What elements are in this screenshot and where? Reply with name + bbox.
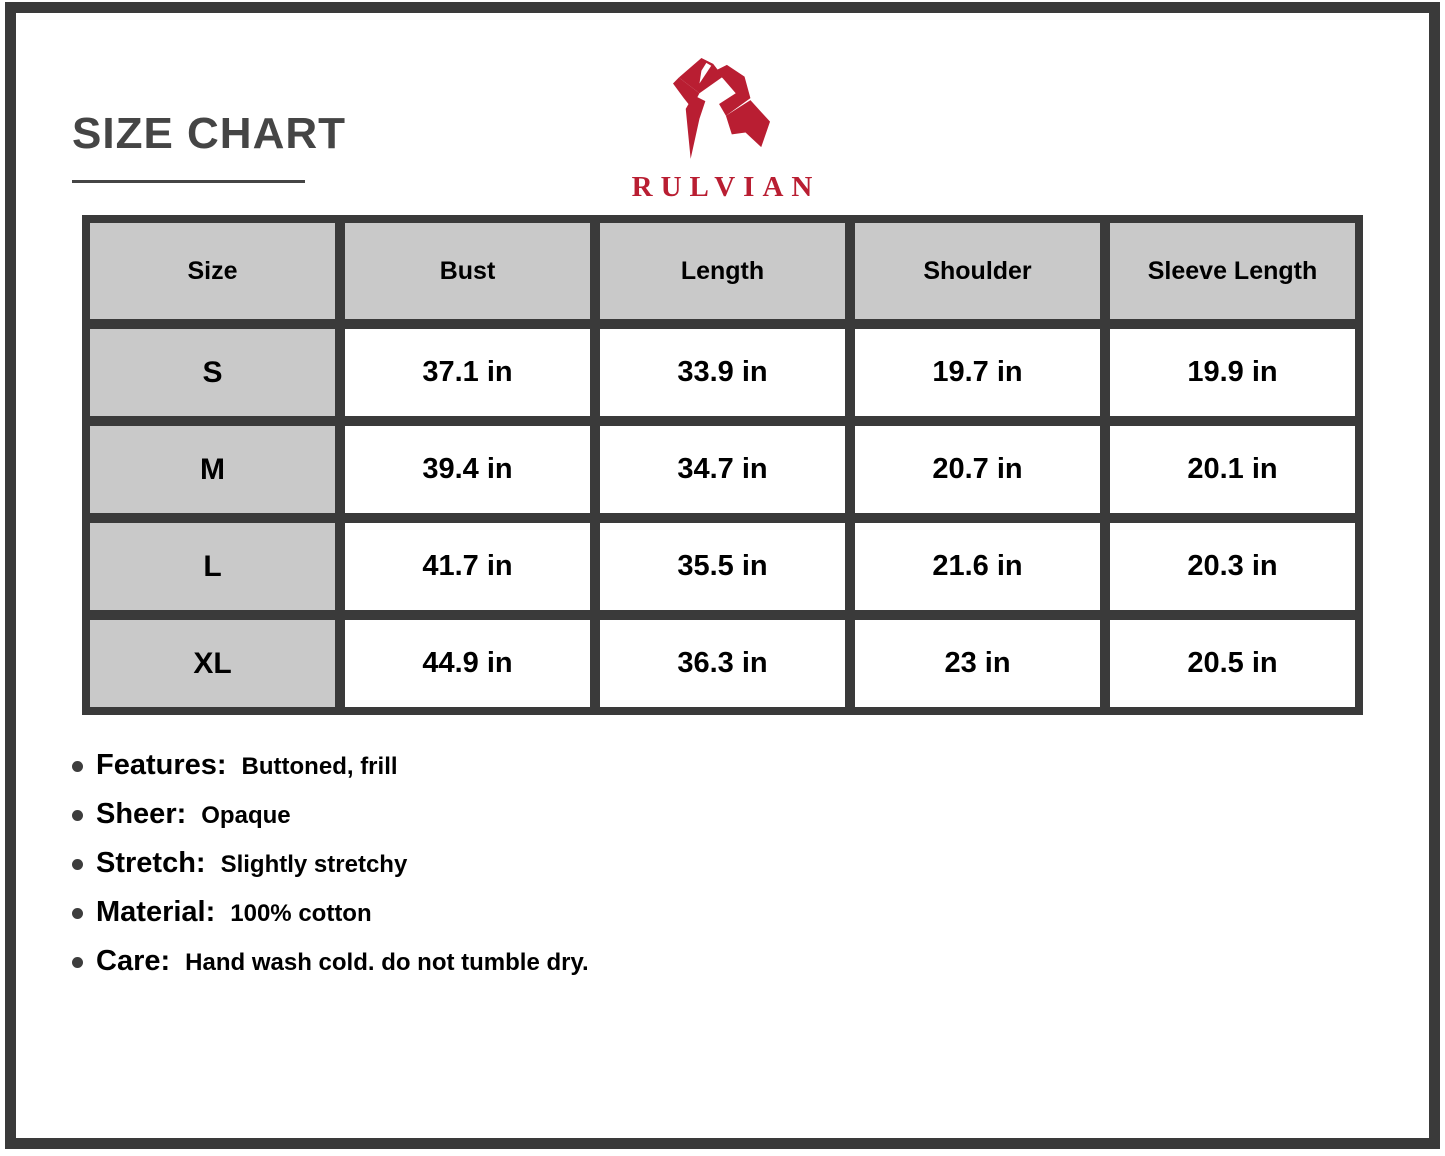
detail-label: Sheer:: [96, 798, 187, 830]
row-s-length: 33.9 in: [600, 329, 845, 416]
row-m-bust: 39.4 in: [345, 426, 590, 513]
detail-item-sheer: [72, 797, 589, 833]
row-xl-shoulder: 23 in: [855, 620, 1100, 707]
bullet-icon: [72, 810, 83, 821]
detail-item-features: [72, 748, 589, 784]
detail-label: Care:: [96, 945, 171, 977]
detail-label: Features:: [96, 749, 227, 781]
row-s-sleeve: 19.9 in: [1110, 329, 1355, 416]
column-header-length: Length: [600, 223, 845, 319]
title-block: [72, 109, 346, 183]
row-m-shoulder: 20.7 in: [855, 426, 1100, 513]
row-xl-length: 36.3 in: [600, 620, 845, 707]
row-m-sleeve: 20.1 in: [1110, 426, 1355, 513]
row-l-size-cell: L: [90, 523, 335, 610]
title-underline: [72, 180, 305, 183]
row-xl-size-cell: XL: [90, 620, 335, 707]
row-s-size-cell: S: [90, 329, 335, 416]
product-details-list: [72, 748, 589, 993]
detail-value: Buttoned, frill: [241, 753, 398, 780]
bullet-icon: [72, 957, 83, 968]
detail-label: Stretch:: [96, 847, 206, 879]
row-m-size-cell: M: [90, 426, 335, 513]
bullet-icon: [72, 908, 83, 919]
detail-item-stretch: [72, 846, 589, 882]
row-l-bust: 41.7 in: [345, 523, 590, 610]
column-header-sleeve-length: Sleeve Length: [1110, 223, 1355, 319]
detail-value: Slightly stretchy: [220, 851, 408, 878]
bullet-icon: [72, 761, 83, 772]
row-m-length: 34.7 in: [600, 426, 845, 513]
row-s-shoulder: 19.7 in: [855, 329, 1100, 416]
column-header-size: Size: [90, 223, 335, 319]
detail-item-care: [72, 944, 589, 980]
detail-value: 100% cotton: [230, 900, 372, 927]
size-table: [82, 215, 1363, 715]
row-xl-sleeve: 20.5 in: [1110, 620, 1355, 707]
bullet-icon: [72, 859, 83, 870]
column-header-shoulder: Shoulder: [855, 223, 1100, 319]
row-l-sleeve: 20.3 in: [1110, 523, 1355, 610]
detail-value: Opaque: [201, 802, 291, 829]
row-l-shoulder: 21.6 in: [855, 523, 1100, 610]
row-l-length: 35.5 in: [600, 523, 845, 610]
row-s-bust: 37.1 in: [345, 329, 590, 416]
page-title: SIZE CHART: [72, 109, 346, 158]
column-header-bust: Bust: [345, 223, 590, 319]
row-xl-bust: 44.9 in: [345, 620, 590, 707]
detail-label: Material:: [96, 896, 216, 928]
brand-logo: [622, 50, 822, 204]
detail-value: Hand wash cold. do not tumble dry.: [185, 949, 589, 976]
rulvian-r-logo-icon: [673, 50, 771, 160]
brand-name: RULVIAN: [631, 171, 821, 203]
detail-item-material: [72, 895, 589, 931]
